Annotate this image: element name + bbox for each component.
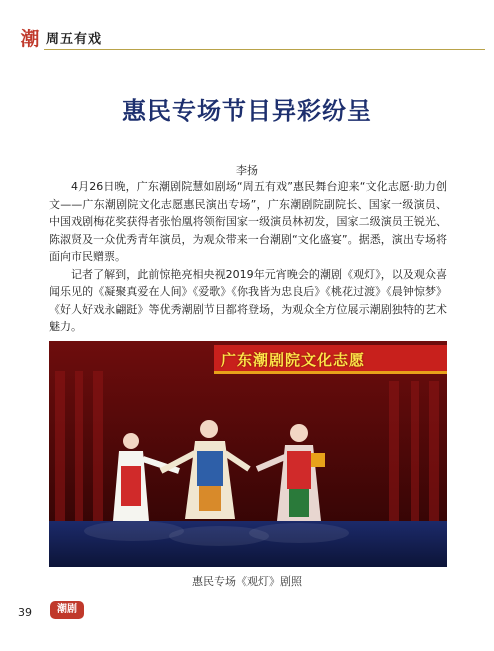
- chaoju-logo: 潮剧: [50, 601, 84, 619]
- paragraph-1: 4月26日晚，广东潮剧院慧如剧场“周五有戏”惠民舞台迎来“文化志愿·助力创文——广东潮剧院文化志愿惠民演出专场”，广东潮剧院副院长、国家一级演员、中国戏剧梅花奖获得者张怡凰将领衔国家一级演员林初发，国家二级演员王锐光、陈淑贤及一众优秀青年演员，为观众带来一台潮剧“文化盛宴”。据悉，演出专场将面向市民赠票。: [49, 180, 447, 263]
- page-number: 39: [18, 606, 32, 619]
- article-body: [49, 178, 447, 336]
- photo-banner-text: 广东潮剧院文化志愿: [221, 351, 366, 369]
- paragraph-2: 记者了解到，此前惊艳亮相央视2019年元宵晚会的潮剧《观灯》，以及观众喜闻乐见的《凝聚真爱在人间》《爱歌》《你我皆为忠良后》《桃花过渡》《晨钟惊梦》《好人好戏永翩跹》等优秀潮剧节目都将登场，为观众全方位展示潮剧独特的艺术魅力。: [49, 267, 447, 333]
- svg-text:潮: 潮: [20, 28, 40, 50]
- section-title: 周五有戏: [46, 32, 103, 47]
- header-divider: [44, 49, 485, 50]
- article-title: 惠民专场节目异彩纷呈: [122, 97, 372, 125]
- photo-caption: 惠民专场《观灯》剧照: [192, 575, 302, 588]
- article-author: 李扬: [236, 164, 258, 177]
- stage-photo: [49, 341, 447, 567]
- stage-photo-illustration: [49, 341, 447, 567]
- chao-logo-icon: [20, 26, 40, 50]
